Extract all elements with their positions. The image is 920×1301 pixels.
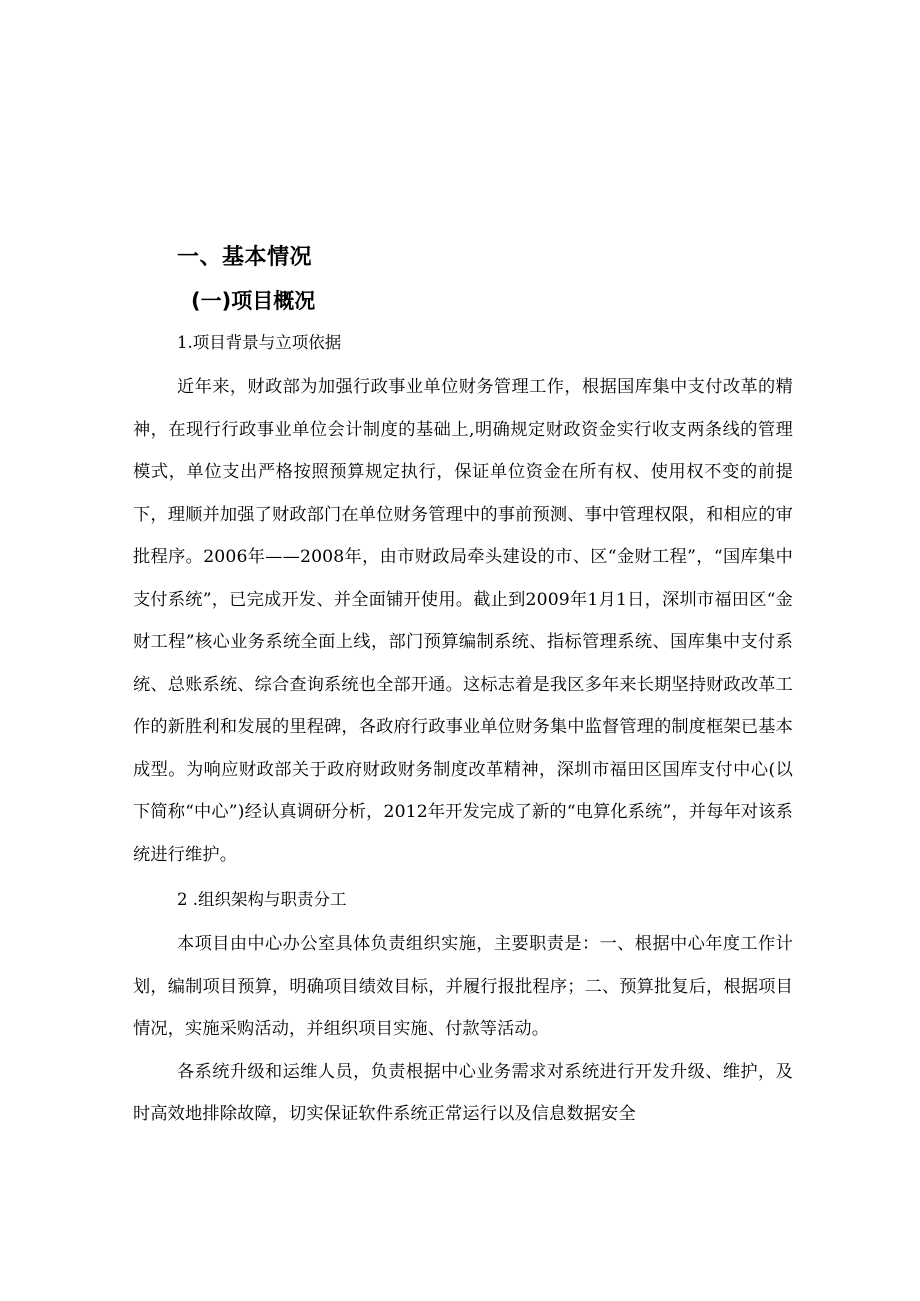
paragraph-system-maintenance: 各系统升级和运维人员，负责根据中心业务需求对系统进行开发升级、维护，及时高效地排除故障，切实保证软件系统正常运行以及信息数据安全 [133,1061,793,1124]
section-title-organization: 2 .组织架构与职责分工 [177,890,347,909]
paragraph-background: 近年来，财政部为加强行政事业单位财务管理工作，根据国库集中支付改革的精神，在现行行政事业单位会计制度的基础上,明确规定财政资金实行收支两条线的管理模式，单位支出严格按照预算规定执行，保证单位资金在所有权、使用权不变的前提下，理顺并加强了财政部门在单位财务管理中的事前预测、事中管理权限，和相应的审批程序。2006年——2008年，由市财政局牵头建设的市、区“金财工程”，“国库集中支付系统”，已完成开发、并全面铺开使用。截止到2009年1月1日，深圳市福田区“金财工程”核心业务系统全面上线，部门预算编制系统、指标管理系统、国库集中支付系统、总账系统、综合查询系统也全部开通。这标志着是我区多年来长期坚持财政改革工作的新胜利和发展的里程碑，各政府行政事业单位财务集中监督管理的制度框架已基本成型。为响应财政部关于政府财政财务制度改革精神，深圳市福田区国库支付中心(以下简称“中心”)经认真调研分析，2012年开发完成了新的“电算化系统”，并每年对该系统进行维护。 [133,377,793,865]
paragraph-organization-duties: 本项目由中心办公室具体负责组织实施，主要职责是：一、根据中心年度工作计划，编制项目预算，明确项目绩效目标，并履行报批程序；二、预算批复后，根据项目情况，实施采购活动，并组织项目实施、付款等活动。 [133,934,793,1039]
heading-project-overview: (一)项目概况 [191,289,316,313]
heading-basic-situation: 一、基本情况 [177,245,313,270]
section-title-background: 1.项目背景与立项依据 [177,333,342,352]
document-body [133,238,793,1136]
